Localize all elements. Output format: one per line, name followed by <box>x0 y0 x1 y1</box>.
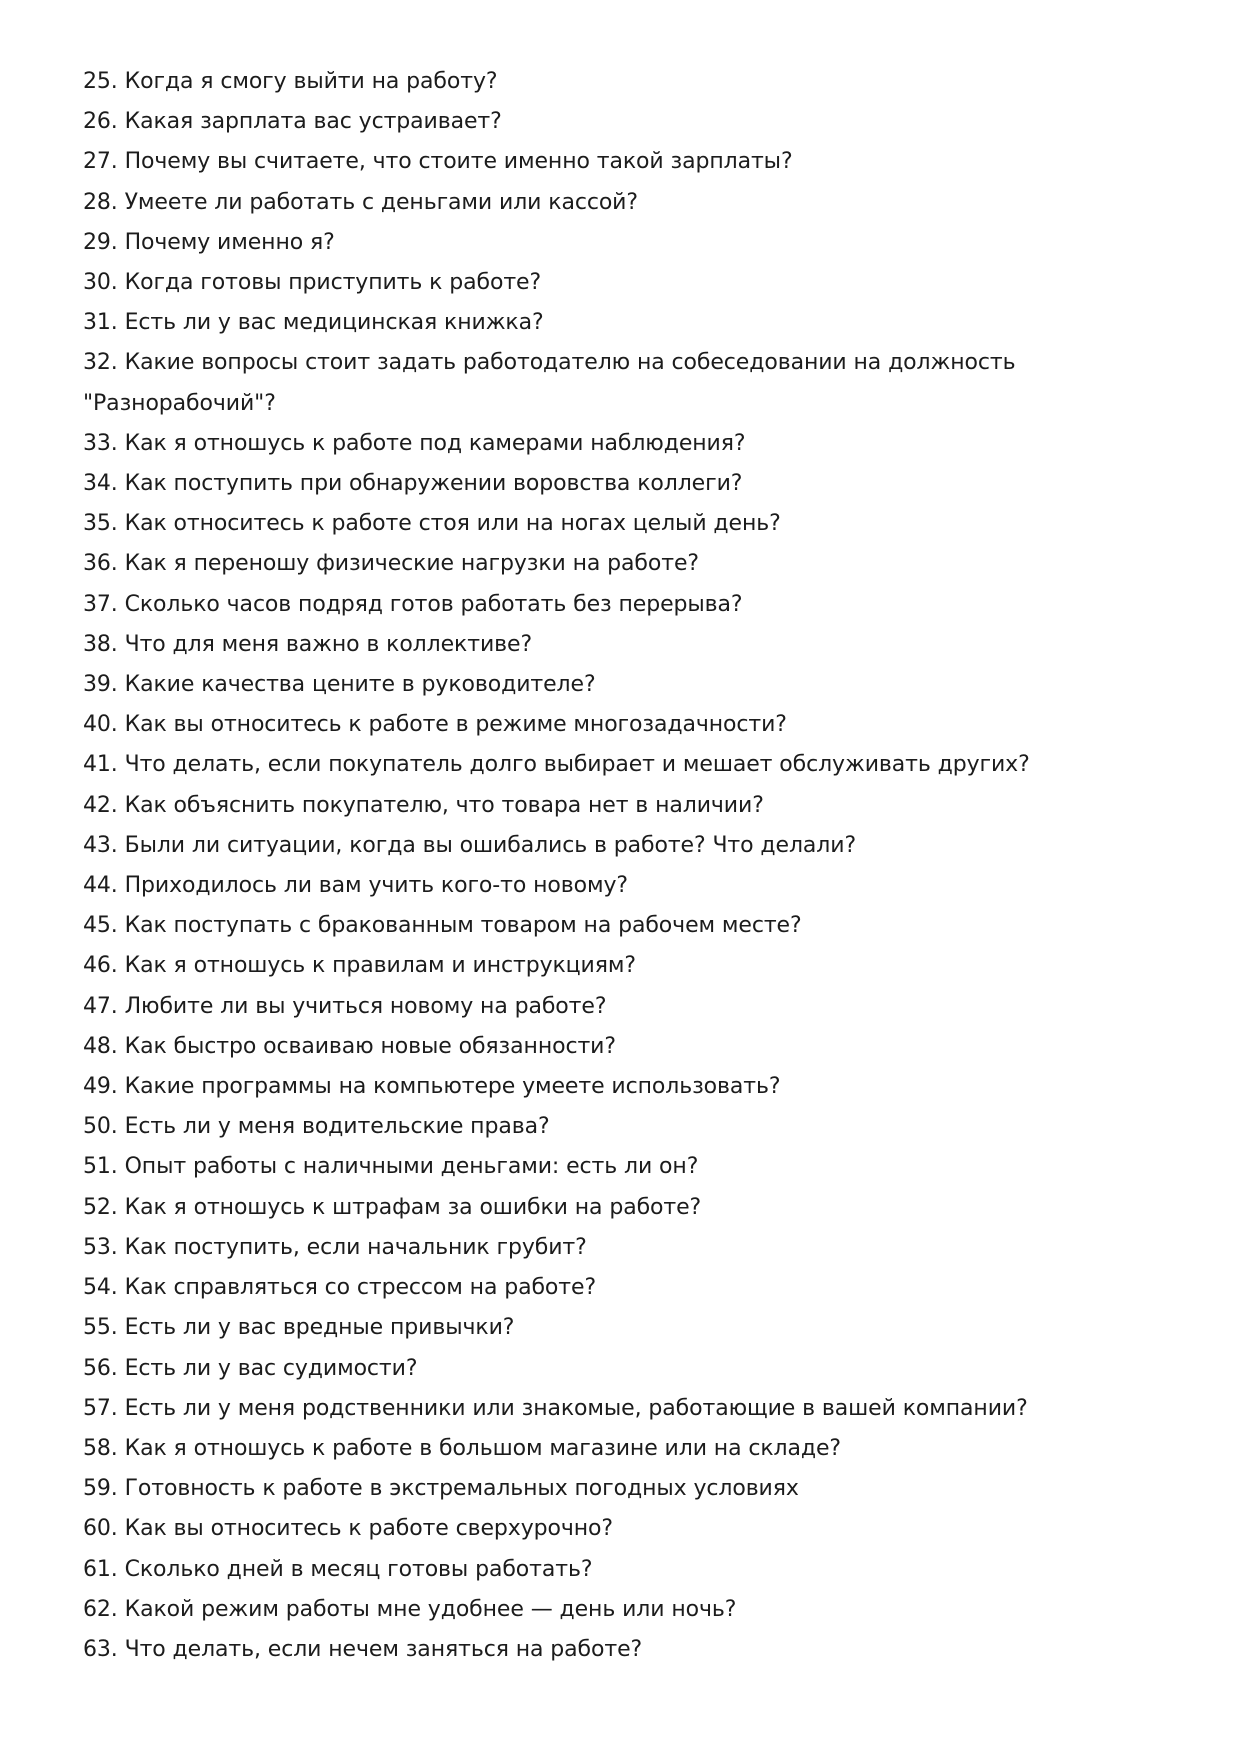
question-item: 48. Как быстро осваиваю новые обязанности? <box>83 1033 616 1059</box>
question-item: 39. Какие качества цените в руководителе? <box>83 672 596 698</box>
question-item: 61. Сколько дней в месяц готовы работать? <box>83 1556 593 1582</box>
question-item: 32. Какие вопросы стоит задать работодателю на собеседовании на должность "Разнорабочий"? <box>83 350 1016 416</box>
question-item: 37. Сколько часов подряд готов работать без перерыва? <box>83 591 743 617</box>
question-item: 56. Есть ли у вас судимости? <box>83 1355 418 1381</box>
question-item: 31. Есть ли у вас медицинская книжка? <box>83 310 544 336</box>
question-item: 52. Как я отношусь к штрафам за ошибки на работе? <box>83 1194 702 1220</box>
question-item: 49. Какие программы на компьютере умеете использовать? <box>83 1074 781 1100</box>
question-item: 53. Как поступить, если начальник грубит? <box>83 1234 587 1260</box>
question-item: 28. Умеете ли работать с деньгами или кассой? <box>83 189 638 215</box>
question-item: 45. Как поступать с бракованным товаром на рабочем месте? <box>83 913 802 939</box>
question-item: 38. Что для меня важно в коллективе? <box>83 631 533 657</box>
question-item: 55. Есть ли у вас вредные привычки? <box>83 1315 515 1341</box>
question-item: 54. Как справляться со стрессом на работе? <box>83 1275 597 1301</box>
question-item: 43. Были ли ситуации, когда вы ошибались в работе? Что делали? <box>83 832 857 858</box>
question-item: 59. Готовность к работе в экстремальных погодных условиях <box>83 1476 799 1502</box>
question-item: 50. Есть ли у меня водительские права? <box>83 1114 550 1140</box>
question-item: 34. Как поступить при обнаружении воровства коллеги? <box>83 471 743 497</box>
question-item: 40. Как вы относитесь к работе в режиме многозадачности? <box>83 712 787 738</box>
question-item: 36. Как я переношу физические нагрузки на работе? <box>83 551 699 577</box>
question-item: 47. Любите ли вы учиться новому на работе? <box>83 993 607 1019</box>
question-item: 33. Как я отношусь к работе под камерами наблюдения? <box>83 430 746 456</box>
question-item: 57. Есть ли у меня родственники или знакомые, работающие в вашей компании? <box>83 1395 1028 1421</box>
question-item: 29. Почему именно я? <box>83 229 335 255</box>
question-item: 35. Как относитесь к работе стоя или на ногах целый день? <box>83 511 781 537</box>
question-item: 41. Что делать, если покупатель долго выбирает и мешает обслуживать других? <box>83 752 1030 778</box>
question-item: 60. Как вы относитесь к работе сверхурочно? <box>83 1516 613 1542</box>
question-item: 44. Приходилось ли вам учить кого-то новому? <box>83 873 628 899</box>
question-item: 46. Как я отношусь к правилам и инструкциям? <box>83 953 636 979</box>
question-item: 25. Когда я смогу выйти на работу? <box>83 69 498 94</box>
question-list <box>83 62 1163 1670</box>
question-item: 26. Какая зарплата вас устраивает? <box>83 109 502 135</box>
question-item: 63. Что делать, если нечем заняться на работе? <box>83 1636 643 1662</box>
question-item: 42. Как объяснить покупателю, что товара нет в наличии? <box>83 792 764 818</box>
question-item: 62. Какой режим работы мне удобнее — день или ночь? <box>83 1596 737 1622</box>
question-item: 51. Опыт работы с наличными деньгами: есть ли он? <box>83 1154 699 1180</box>
question-item: 27. Почему вы считаете, что стоите именно такой зарплаты? <box>83 149 793 175</box>
question-item: 58. Как я отношусь к работе в большом магазине или на складе? <box>83 1435 841 1461</box>
question-item: 30. Когда готовы приступить к работе? <box>83 270 542 296</box>
